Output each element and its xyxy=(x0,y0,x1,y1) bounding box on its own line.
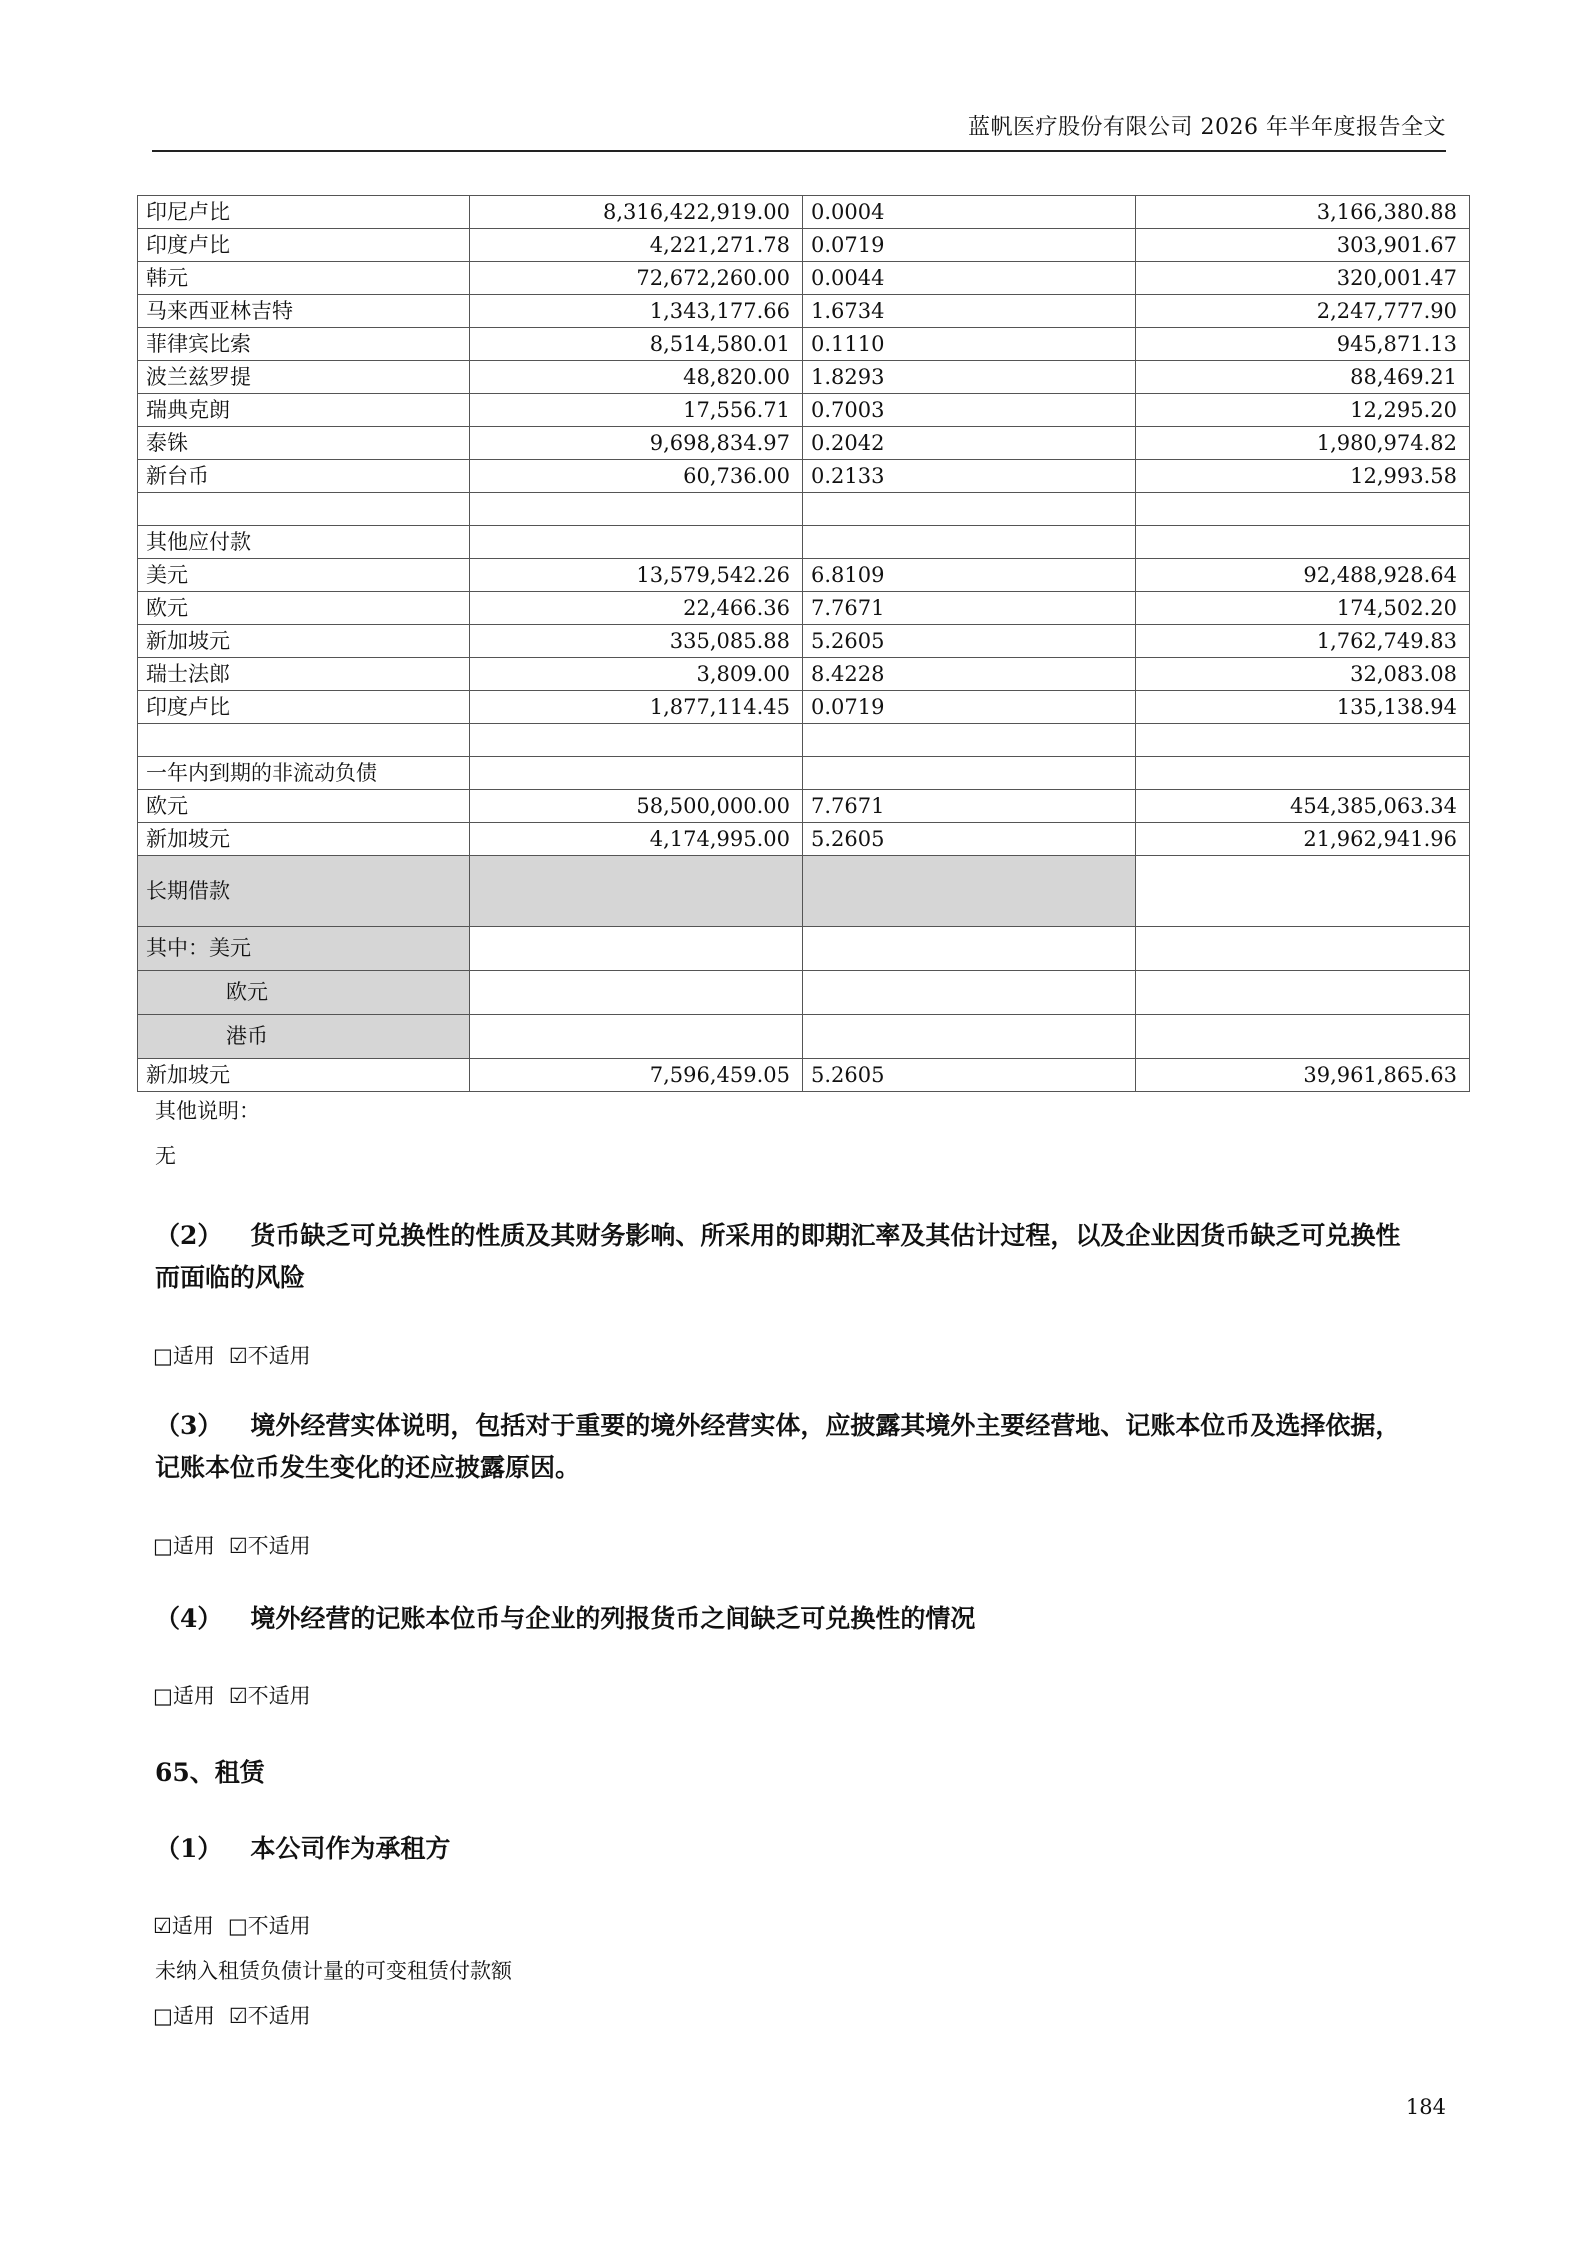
unchecked-box-icon[interactable]: □ xyxy=(153,1344,173,1368)
section-4-options xyxy=(153,1680,311,1710)
table-row xyxy=(138,361,1470,394)
section-2-tag: （2） xyxy=(155,1221,223,1250)
applicable-label: 适用 xyxy=(171,1914,214,1938)
row-label-cell: 新加坡元 xyxy=(138,1059,470,1092)
exchange-rate-cell: 1.8293 xyxy=(803,361,1136,394)
exchange-rate-cell xyxy=(803,856,1136,927)
unchecked-box-icon[interactable]: □ xyxy=(227,1914,248,1938)
rmb-amount-cell: 135,138.94 xyxy=(1136,691,1470,724)
checked-box-icon[interactable]: ☑ xyxy=(228,1344,248,1368)
applicable-label: 适用 xyxy=(172,1534,215,1558)
rmb-amount-cell: 454,385,063.34 xyxy=(1136,790,1470,823)
section-2-options xyxy=(153,1340,311,1370)
unchecked-box-icon[interactable]: □ xyxy=(153,1684,173,1708)
foreign-amount-cell xyxy=(470,971,803,1015)
table-row xyxy=(138,559,1470,592)
foreign-amount-cell: 60,736.00 xyxy=(470,460,803,493)
row-label-cell: 新台币 xyxy=(138,460,470,493)
exchange-rate-cell xyxy=(803,1015,1136,1059)
foreign-amount-cell: 58,500,000.00 xyxy=(470,790,803,823)
rmb-amount-cell xyxy=(1136,1015,1470,1059)
rmb-amount-cell: 21,962,941.96 xyxy=(1136,823,1470,856)
exchange-rate-cell: 5.2605 xyxy=(803,823,1136,856)
row-label-cell: 一年内到期的非流动负债 xyxy=(138,757,470,790)
foreign-amount-cell: 335,085.88 xyxy=(470,625,803,658)
section-3-title: 境外经营实体说明，包括对于重要的境外经营实体，应披露其境外主要经营地、记账本位币及选择依据，记账本位币发生变化的还应披露原因。 xyxy=(155,1411,1401,1482)
exchange-rate-cell xyxy=(803,927,1136,971)
section-65-1-tag: （1） xyxy=(155,1834,223,1863)
foreign-amount-cell: 7,596,459.05 xyxy=(470,1059,803,1092)
foreign-amount-cell: 72,672,260.00 xyxy=(470,262,803,295)
section-2-heading xyxy=(155,1215,1415,1299)
row-label-cell: 其中：美元 xyxy=(138,927,470,971)
rmb-amount-cell xyxy=(1136,724,1470,757)
table-row xyxy=(138,493,1470,526)
exchange-rate-cell: 8.4228 xyxy=(803,658,1136,691)
rmb-amount-cell: 303,901.67 xyxy=(1136,229,1470,262)
foreign-amount-cell: 8,316,422,919.00 xyxy=(470,196,803,229)
table-row-long-term xyxy=(138,856,1470,927)
foreign-amount-cell: 1,877,114.45 xyxy=(470,691,803,724)
report-header-title: 蓝帆医疗股份有限公司 2026 年半年度报告全文 xyxy=(968,115,1446,140)
table-row xyxy=(138,196,1470,229)
header-rule xyxy=(152,150,1446,152)
row-label-cell: 韩元 xyxy=(138,262,470,295)
exchange-rate-cell: 7.7671 xyxy=(803,592,1136,625)
rmb-amount-cell xyxy=(1136,757,1470,790)
foreign-amount-cell xyxy=(470,493,803,526)
checked-box-icon[interactable]: ☑ xyxy=(228,1684,248,1708)
exchange-rate-cell: 7.7671 xyxy=(803,790,1136,823)
table-row xyxy=(138,971,1470,1015)
table-row xyxy=(138,625,1470,658)
applicable-label: 适用 xyxy=(172,2004,215,2028)
section-65-1-title: 本公司作为承租方 xyxy=(250,1834,451,1863)
table-row xyxy=(138,328,1470,361)
rmb-amount-cell: 12,993.58 xyxy=(1136,460,1470,493)
rmb-amount-cell xyxy=(1136,526,1470,559)
exchange-rate-cell: 0.0004 xyxy=(803,196,1136,229)
foreign-amount-cell xyxy=(470,757,803,790)
rmb-amount-cell: 88,469.21 xyxy=(1136,361,1470,394)
table-row xyxy=(138,592,1470,625)
rmb-amount-cell: 12,295.20 xyxy=(1136,394,1470,427)
table-row xyxy=(138,790,1470,823)
applicable-label: 适用 xyxy=(172,1684,215,1708)
section-2-title: 货币缺乏可兑换性的性质及其财务影响、所采用的即期汇率及其估计过程，以及企业因货币缺乏可兑换性而面临的风险 xyxy=(155,1221,1401,1292)
table-row xyxy=(138,1015,1470,1059)
row-label-cell: 其他应付款 xyxy=(138,526,470,559)
rmb-amount-cell: 92,488,928.64 xyxy=(1136,559,1470,592)
foreign-amount-cell xyxy=(470,856,803,927)
rmb-amount-cell xyxy=(1136,927,1470,971)
exchange-rate-cell: 0.7003 xyxy=(803,394,1136,427)
fx-table xyxy=(137,195,1470,1092)
row-label-cell: 欧元 xyxy=(138,790,470,823)
foreign-amount-cell: 1,343,177.66 xyxy=(470,295,803,328)
section-4-heading xyxy=(155,1598,1415,1640)
other-notes-value: 无 xyxy=(155,1144,176,1168)
rmb-amount-cell: 32,083.08 xyxy=(1136,658,1470,691)
foreign-amount-cell: 4,174,995.00 xyxy=(470,823,803,856)
foreign-amount-cell: 48,820.00 xyxy=(470,361,803,394)
foreign-amount-cell: 13,579,542.26 xyxy=(470,559,803,592)
row-label-cell: 瑞士法郎 xyxy=(138,658,470,691)
table-row xyxy=(138,460,1470,493)
rmb-amount-cell: 39,961,865.63 xyxy=(1136,1059,1470,1092)
foreign-amount-cell xyxy=(470,724,803,757)
not-applicable-label: 不适用 xyxy=(247,1534,311,1558)
variable-lease-options xyxy=(153,2000,311,2030)
foreign-amount-cell xyxy=(470,927,803,971)
exchange-rate-cell: 5.2605 xyxy=(803,625,1136,658)
exchange-rate-cell xyxy=(803,526,1136,559)
row-label-cell: 新加坡元 xyxy=(138,625,470,658)
section-4-tag: （4） xyxy=(155,1604,223,1633)
exchange-rate-cell: 6.8109 xyxy=(803,559,1136,592)
exchange-rate-cell: 0.0719 xyxy=(803,229,1136,262)
table-row xyxy=(138,757,1470,790)
exchange-rate-cell: 0.1110 xyxy=(803,328,1136,361)
checked-box-icon[interactable]: ☑ xyxy=(228,2004,248,2028)
table-row xyxy=(138,658,1470,691)
table-row xyxy=(138,724,1470,757)
row-label-cell: 港币 xyxy=(138,1015,470,1059)
rmb-amount-cell: 3,166,380.88 xyxy=(1136,196,1470,229)
row-label-cell: 美元 xyxy=(138,559,470,592)
row-label-cell: 欧元 xyxy=(138,592,470,625)
variable-lease-label: 未纳入租赁负债计量的可变租赁付款额 xyxy=(155,1959,512,1983)
foreign-amount-cell xyxy=(470,526,803,559)
checked-box-icon[interactable]: ☑ xyxy=(153,1914,172,1938)
row-label-cell: 菲律宾比索 xyxy=(138,328,470,361)
fx-table-body xyxy=(138,196,1470,1092)
page-number: 184 xyxy=(1405,2095,1446,2119)
not-applicable-label: 不适用 xyxy=(247,1684,311,1708)
exchange-rate-cell: 5.2605 xyxy=(803,1059,1136,1092)
table-row xyxy=(138,262,1470,295)
row-label-cell xyxy=(138,724,470,757)
other-notes-label: 其他说明： xyxy=(155,1099,260,1123)
row-label-cell: 印度卢比 xyxy=(138,691,470,724)
foreign-amount-cell: 22,466.36 xyxy=(470,592,803,625)
foreign-amount-cell xyxy=(470,1015,803,1059)
row-label-cell: 马来西亚林吉特 xyxy=(138,295,470,328)
section-4-title: 境外经营的记账本位币与企业的列报货币之间缺乏可兑换性的情况 xyxy=(250,1604,976,1633)
row-label-cell: 印尼卢比 xyxy=(138,196,470,229)
section-3-tag: （3） xyxy=(155,1411,223,1440)
foreign-amount-cell: 4,221,271.78 xyxy=(470,229,803,262)
section-65-1-heading xyxy=(155,1828,1415,1870)
applicable-label: 适用 xyxy=(172,1344,215,1368)
exchange-rate-cell xyxy=(803,757,1136,790)
rmb-amount-cell: 174,502.20 xyxy=(1136,592,1470,625)
table-row xyxy=(138,927,1470,971)
row-label-cell: 新加坡元 xyxy=(138,823,470,856)
exchange-rate-cell: 0.0719 xyxy=(803,691,1136,724)
rmb-amount-cell: 2,247,777.90 xyxy=(1136,295,1470,328)
exchange-rate-cell xyxy=(803,493,1136,526)
table-row xyxy=(138,295,1470,328)
foreign-amount-cell: 17,556.71 xyxy=(470,394,803,427)
table-row xyxy=(138,1059,1470,1092)
exchange-rate-cell: 1.6734 xyxy=(803,295,1136,328)
not-applicable-label: 不适用 xyxy=(247,2004,311,2028)
table-row xyxy=(138,394,1470,427)
foreign-amount-cell: 3,809.00 xyxy=(470,658,803,691)
checked-box-icon[interactable]: ☑ xyxy=(228,1534,248,1558)
row-label-cell: 印度卢比 xyxy=(138,229,470,262)
rmb-amount-cell: 945,871.13 xyxy=(1136,328,1470,361)
rmb-amount-cell xyxy=(1136,856,1470,927)
table-row xyxy=(138,823,1470,856)
section-65-heading: 65、租赁 xyxy=(155,1758,265,1787)
table-row xyxy=(138,526,1470,559)
exchange-rate-cell: 0.0044 xyxy=(803,262,1136,295)
rmb-amount-cell xyxy=(1136,493,1470,526)
rmb-amount-cell xyxy=(1136,971,1470,1015)
table-row xyxy=(138,427,1470,460)
section-3-options xyxy=(153,1530,311,1560)
rmb-amount-cell: 320,001.47 xyxy=(1136,262,1470,295)
unchecked-box-icon[interactable]: □ xyxy=(153,2004,173,2028)
table-row xyxy=(138,229,1470,262)
rmb-amount-cell: 1,762,749.83 xyxy=(1136,625,1470,658)
exchange-rate-cell: 0.2133 xyxy=(803,460,1136,493)
exchange-rate-cell xyxy=(803,724,1136,757)
not-applicable-label: 不适用 xyxy=(247,1914,311,1938)
row-label-cell: 波兰兹罗提 xyxy=(138,361,470,394)
row-label-cell xyxy=(138,493,470,526)
row-label-cell: 瑞典克朗 xyxy=(138,394,470,427)
row-label-cell: 欧元 xyxy=(138,971,470,1015)
table-row xyxy=(138,691,1470,724)
section-65-1-options xyxy=(153,1910,311,1940)
unchecked-box-icon[interactable]: □ xyxy=(153,1534,173,1558)
foreign-amount-cell: 8,514,580.01 xyxy=(470,328,803,361)
section-3-heading xyxy=(155,1405,1415,1489)
exchange-rate-cell xyxy=(803,971,1136,1015)
not-applicable-label: 不适用 xyxy=(247,1344,311,1368)
rmb-amount-cell: 1,980,974.82 xyxy=(1136,427,1470,460)
exchange-rate-cell: 0.2042 xyxy=(803,427,1136,460)
row-label-cell: 泰铢 xyxy=(138,427,470,460)
foreign-amount-cell: 9,698,834.97 xyxy=(470,427,803,460)
row-label-cell: 长期借款 xyxy=(138,856,470,927)
